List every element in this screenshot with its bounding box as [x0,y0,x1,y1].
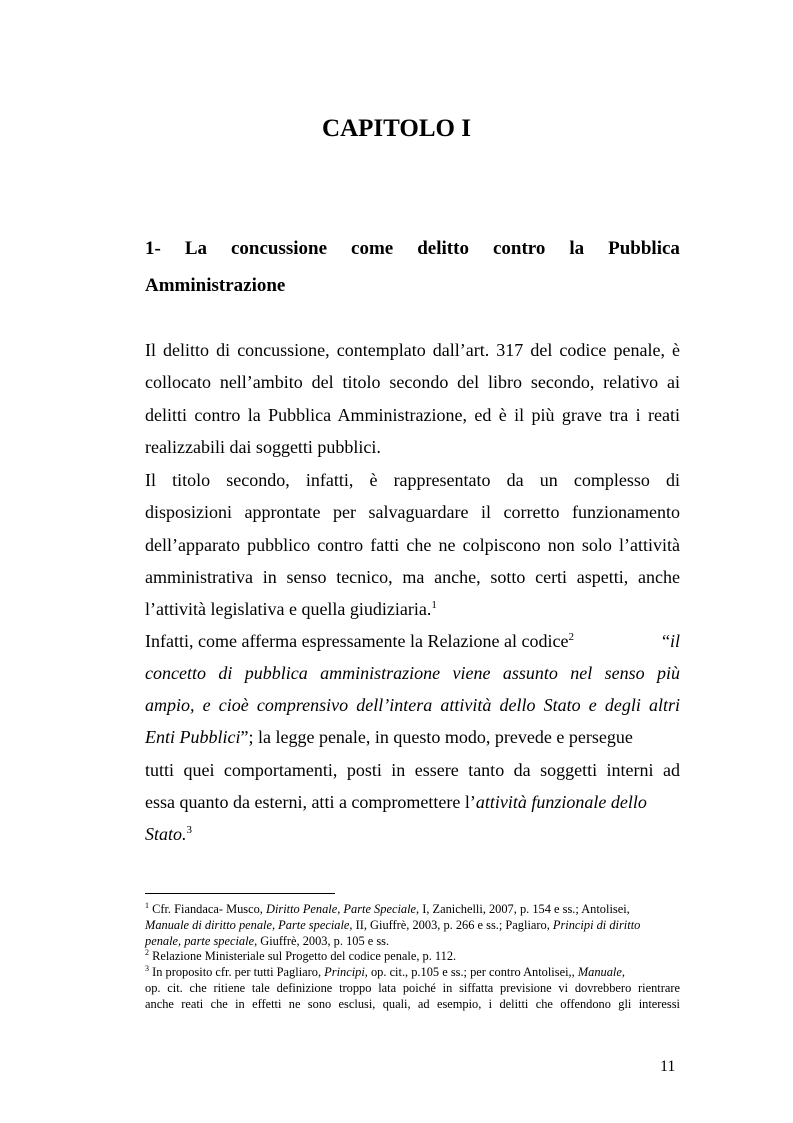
quote-open: “ [661,631,670,651]
footnote-italic: penale, parte speciale [145,934,255,948]
body-italic: il [669,631,680,651]
footnote-italic: Diritto Penale, Parte Speciale [266,902,417,916]
heading-word: La [184,238,207,259]
footnote-3-line1 [145,965,680,981]
footnote-1-line1 [145,902,680,918]
body-text: delitti contro la Pubblica Amministrazione, ed è il più grave tra i reati [145,405,680,425]
body-italic: Enti Pubblici [145,727,241,747]
footnote-text: Cfr. Fiandaca- Musco, [149,902,266,916]
footnote-text: , op. cit., p.105 e ss.; per contro Antolisei,, [364,965,578,979]
body-line [145,530,680,560]
heading-word: concussione [230,238,328,259]
body-italic: ampio, e cioè comprensivo dell’intera attività dello Stato e degli altri [145,695,680,715]
footnote-num: 2 [145,948,149,957]
section-number: 1- [145,238,161,259]
footnote-text: , [621,965,625,979]
heading-word: Pubblica [608,238,680,259]
body-line [145,819,680,849]
footnote-ref-3: 3 [186,824,193,836]
body-line [145,626,680,656]
body-italic: attività funzionale dello [475,792,647,812]
body-line [145,367,680,397]
section-heading-line2: Amministrazione [145,275,286,296]
body-text: Infatti, come afferma espressamente la Relazione al codice [145,631,569,651]
heading-word: come [351,238,394,259]
body-line [145,594,680,624]
footnote-text: , Giuffrè, 2003, p. 105 e ss. [254,934,390,948]
footnote-italic: Principi di diritto [552,918,641,932]
heading-word: la [569,238,585,259]
body-line [145,400,680,430]
body-line-italic [145,658,680,688]
section-heading [145,230,680,304]
footnote-separator [145,893,335,894]
body-line [145,497,680,527]
footnote-italic: Manuale di diritto penale, Parte speciale [145,918,350,932]
body-line [145,755,680,785]
footnote-num: 1 [145,901,149,910]
body-text: collocato nell’ambito del titolo secondo del libro secondo, relativo ai [145,372,680,392]
heading-word: delitto [417,238,469,259]
footnote-text: , I, Zanichelli, 2007, p. 154 e ss.; Antolisei, [416,902,630,916]
body-line-italic [145,690,680,720]
footnote-ref-2: 2 [568,631,574,643]
body-text: tutti quei comportamenti, posti in essere tanto da soggetti interni ad [145,760,680,780]
footnote-text: op. cit. che ritiene tale definizione troppo lata poiché in siffatta previsione vi dovrebbero rientrare [145,981,680,995]
body-italic: concetto di pubblica amministrazione viene assunto nel senso più [145,663,680,683]
footnote-num: 3 [145,964,149,973]
footnote-italic: Manuale [577,965,622,979]
body-text: disposizioni approntate per salvaguardare il corretto funzionamento [145,502,680,522]
body-line [145,787,680,817]
footnote-1-line2 [145,918,680,934]
heading-word: contro [492,238,546,259]
body-line [145,722,680,752]
body-line [145,335,680,365]
footnote-3-line3 [145,997,680,1013]
body-line [145,562,680,592]
body-text: l’attività legislativa e quella giudiziaria. [145,599,432,619]
footnote-ref-1: 1 [431,599,437,611]
footnote-italic: Principi [324,965,365,979]
body-text: ”; la legge penale, in questo modo, prevede e persegue [240,727,633,747]
footnote-text: anche reati che in effetti ne sono esclusi, quali, ad esempio, i delitti che offendono gli interessi [145,997,680,1011]
footnote-text: Relazione Ministeriale sul Progetto del codice penale, p. 112. [149,949,457,963]
body-text: Il delitto di concussione, contemplato dall’art. 317 del codice penale, è [145,340,680,360]
body-text: essa quanto da esterni, atti a compromettere l’ [145,792,476,812]
body-italic: Stato. [145,824,187,844]
page-number: 11 [660,1058,676,1075]
footnote-2 [145,949,680,965]
section-heading-line1 [145,230,680,267]
body-text: amministrativa in senso tecnico, ma anche, sotto certi aspetti, anche [145,567,680,587]
body-line [145,465,680,495]
footnote-3-line2 [145,981,680,997]
body-text: dell’apparato pubblico contro fatti che ne colpiscono non solo l’attività [145,535,680,555]
body-text: Il titolo secondo, infatti, è rappresentato da un complesso di [145,470,680,490]
body-line: realizzabili dai soggetti pubblici. [145,437,381,457]
chapter-title: CAPITOLO I [322,115,471,142]
footnote-1-line3 [145,934,680,950]
footnote-text: , II, Giuffrè, 2003, p. 266 e ss.; Pagliaro, [349,918,553,932]
footnote-text: In proposito cfr. per tutti Pagliaro, [149,965,325,979]
